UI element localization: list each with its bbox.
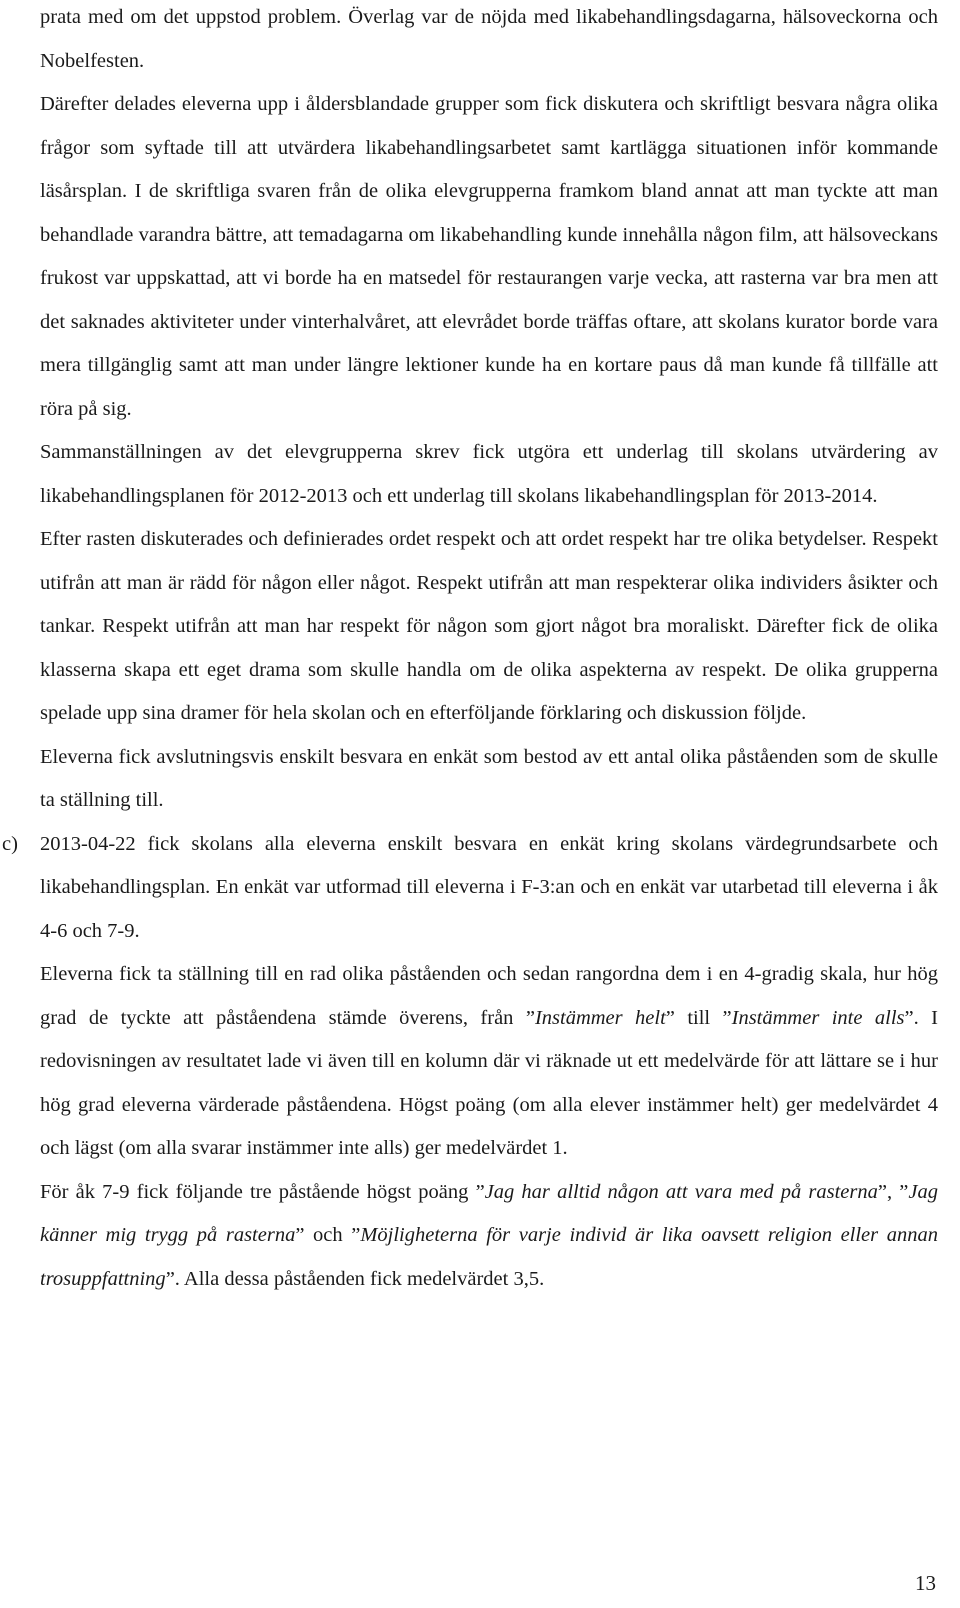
paragraph-scale: [40, 953, 938, 1171]
italic-quote: Jag har alltid någon att vara med på rasterna: [484, 1180, 878, 1203]
document-page: [2, 0, 938, 1301]
paragraph-respect: Efter rasten diskuterades och definierades ordet respekt och att ordet respekt har tre olika betydelser. Respekt utifrån att man är rädd för någon eller något. Respekt utifrån att man respekterar olika individers åsikter och tankar. Respekt utifrån att man har respekt för någon som gjort något bra moraliskt. Därefter fick de olika klasserna skapa ett eget drama som skulle handla om de olika aspekterna av respekt. De olika grupperna spelade upp sina dramer för hela skolan och en efterföljande förklaring och diskussion följde.: [40, 528, 938, 724]
italic-quote: Möjligheterna för varje individ är lika oavsett religion eller annan trosuppfattning: [40, 1224, 938, 1290]
page-number: 13: [915, 1571, 936, 1595]
list-marker: c): [2, 832, 18, 855]
text-segment: För åk 7-9 fick följande tre påstående högst poäng ”: [40, 1180, 485, 1203]
paragraph-group-discussion: Därefter delades eleverna upp i åldersblandade grupper som fick diskutera och skriftligt besvara några olika frågor som syftade till att utvärdera likabehandlingsarbetet samt kartlägga situationen inför kommande läsårsplan. I de skriftliga svaren från de olika elevgrupperna framkom bland annat att man tyckte att man behandlade varandra bättre, att temadagarna om likabehandling kunde innehålla någon film, att hälsoveckans frukost var uppskattad, att vi borde ha en matsedel för restaurangen varje vecka, att rasterna var bra men att det saknades aktiviteter under vinterhalvåret, att elevrådet borde träffas oftare, att skolans kurator borde vara mera tillgänglig samt att man under längre lektioner kunde ha en kortare paus då man kunde få tillfälle att röra på sig.: [40, 93, 938, 420]
list-item-c: [2, 823, 938, 954]
text-segment: Eleverna fick ta ställning till en rad olika påståenden och sedan rangordna dem i en 4-gradig skala, hur hög grad de tyckte att påståendena stämde överens, från ”: [40, 963, 938, 1029]
italic-quote: Jag känner mig trygg på rasterna: [40, 1180, 938, 1246]
text-segment: ”, ”: [877, 1180, 909, 1203]
italic-quote: Instämmer inte alls: [731, 1006, 905, 1029]
text-segment: ”. I redovisningen av resultatet lade vi även till en kolumn där vi räknade ut ett medelvärde för att lättare se i hur hög grad eleverna värderade påståendena. Högst poäng (om alla elever instämmer helt) ger medelvärdet 4 och lägst (om alla svarar instämmer inte alls) ger medelvärdet 1.: [40, 1006, 938, 1159]
text-segment: ”. Alla dessa påståenden fick medelvärdet 3,5.: [165, 1267, 545, 1290]
text-segment: ” till ”: [665, 1006, 732, 1029]
paragraph-intro: prata med om det uppstod problem. Överlag var de nöjda med likabehandlingsdagarna, hälsoveckorna och Nobelfesten.: [40, 6, 938, 72]
paragraph-summary: Sammanställningen av det elevgrupperna skrev fick utgöra ett underlag till skolans utvärdering av likabehandlingsplanen för 2012-2013 och ett underlag till skolans likabehandlingsplan för 2013-2014.: [40, 441, 938, 507]
paragraph-survey-intro: Eleverna fick avslutningsvis enskilt besvara en enkät som bestod av ett antal olika påståenden som de skulle ta ställning till.: [40, 745, 938, 811]
italic-quote: Instämmer helt: [534, 1006, 666, 1029]
paragraph-results: [40, 1171, 938, 1302]
text-segment: ” och ”: [295, 1224, 361, 1246]
paragraph-survey-date: 2013-04-22 fick skolans alla eleverna enskilt besvara en enkät kring skolans värdegrundsarbete och likabehandlingsplan. En enkät var utformad till eleverna i F-3:an och en enkät var utarbetad till eleverna i åk 4-6 och 7-9.: [40, 832, 938, 942]
